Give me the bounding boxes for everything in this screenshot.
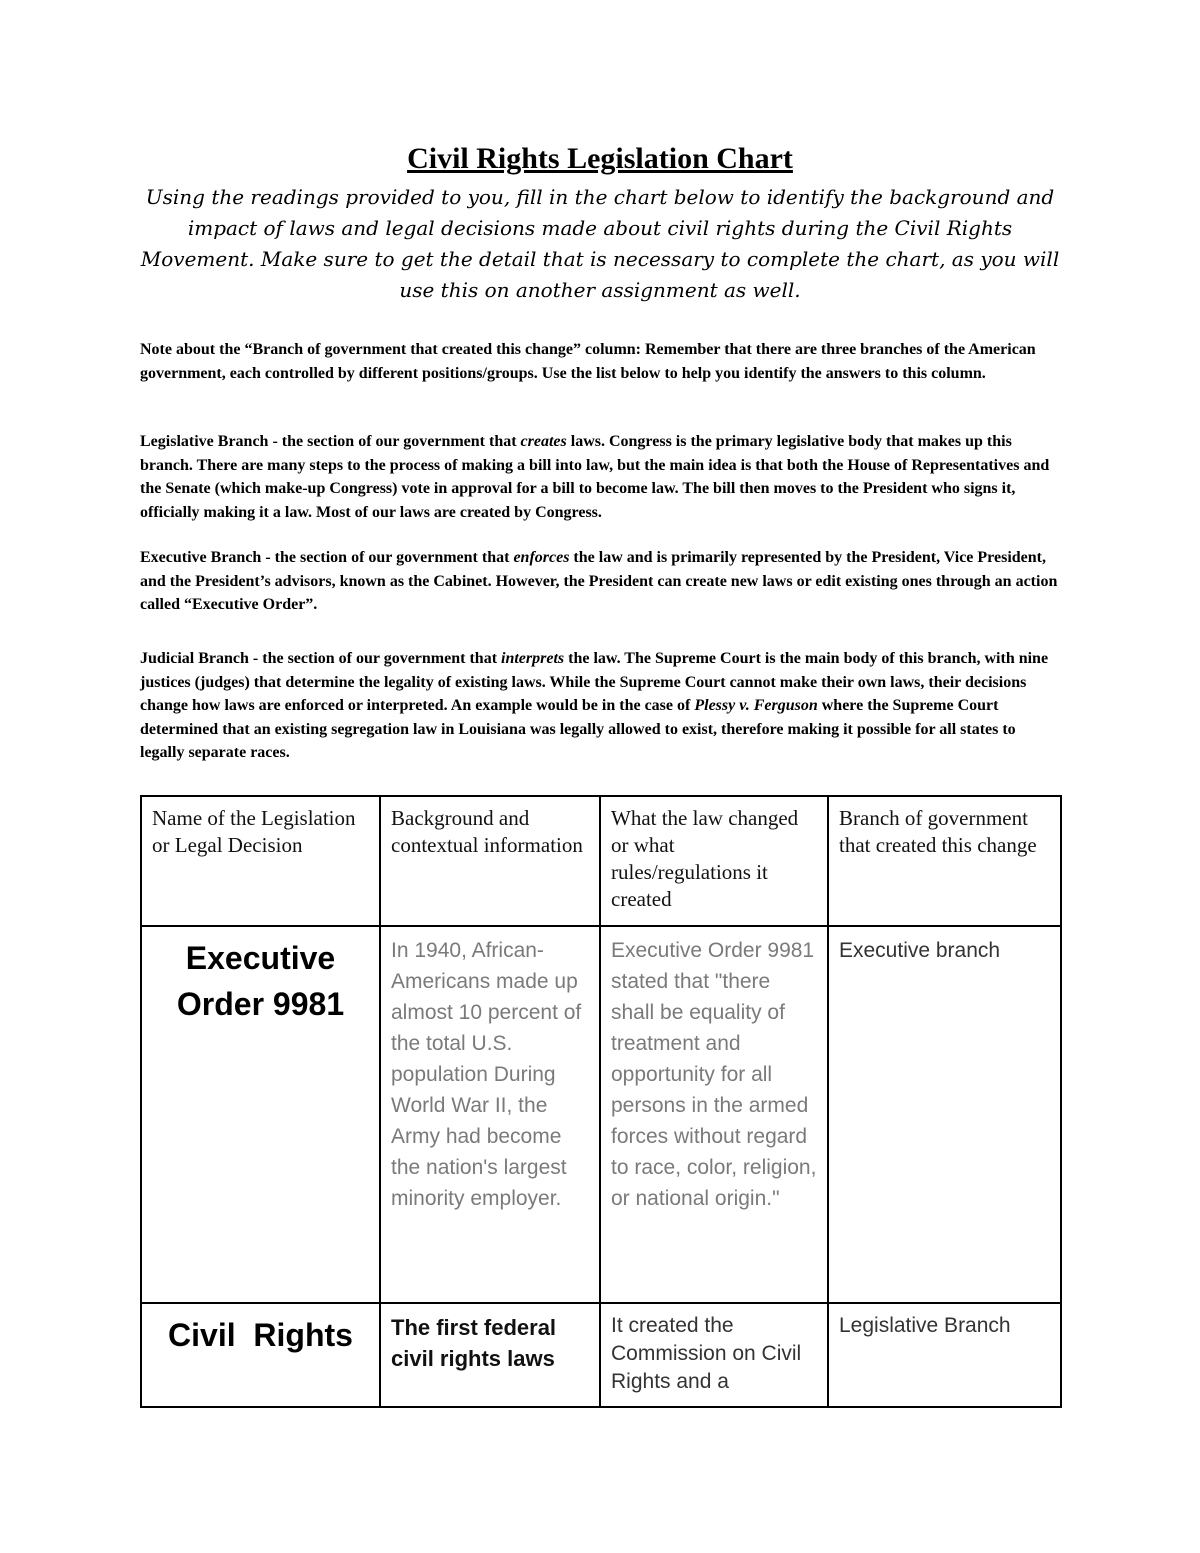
header-cell-background: Background and contextual information xyxy=(380,796,600,926)
legislative-branch-description xyxy=(140,430,1060,524)
executive-text: the law and is primarily represented by the President, Vice President, and the President’s advisors, known as the Cabinet. However, the President can create new laws or edit existing ones through an action called “Executive Order”. xyxy=(140,549,1058,613)
legislative-emphasis: creates xyxy=(520,433,567,450)
instructions-paragraph: Using the readings provided to you, fill in the chart below to identify the background and impact of laws and legal decisions made about civil rights during the Civil Rights Movement. Make sure to get the detail that is necessary to complete the chart, as you will use this on another assignment as well. xyxy=(140,185,1060,302)
legislative-lead: Legislative Branch - the section of our government that xyxy=(140,433,521,450)
table-row xyxy=(141,1303,1061,1407)
cell-change: It created the Commission on Civil Rights and a xyxy=(600,1303,828,1407)
cell-branch: Legislative Branch xyxy=(828,1303,1061,1407)
judicial-branch-description xyxy=(140,647,1060,765)
branch-column-note: Note about the “Branch of government that created this change” column: Remember that there are three branches of the American government, each controlled by different positions/groups. Use the list below to help you identify the answers to this column. xyxy=(140,341,1036,382)
judicial-text: the law. The Supreme Court is the main body of this branch, with nine justices (judges) that determine the legality of existing laws. While the Supreme Court cannot make their own laws, their decisions change how laws are enforced or interpreted. An example would be in the case of xyxy=(140,650,1049,714)
header-cell-change: What the law changed or what rules/regulations it created xyxy=(600,796,828,926)
judicial-lead: Judicial Branch - the section of our government that xyxy=(140,650,502,667)
legislative-text: laws. Congress is the primary legislative body that makes up this branch. There are many steps to the process of making a bill into law, but the main idea is that both the House of Representatives and the Senate (which make-up Congress) vote in approval for a bill to become law. The bill then moves to the President who signs it, officially making it a law. Most of our laws are created by Congress. xyxy=(140,433,1050,521)
legislation-chart-table xyxy=(140,795,1062,1408)
header-cell-name: Name of the Legislation or Legal Decision xyxy=(141,796,380,926)
table-header-row xyxy=(141,796,1061,926)
executive-lead: Executive Branch - the section of our government that xyxy=(140,549,514,566)
judicial-text-end: where the Supreme Court determined that an existing segregation law in Louisiana was legally allowed to exist, therefore making it possible for all states to legally separate races. xyxy=(140,697,1016,761)
page-title: Civil Rights Legislation Chart xyxy=(407,142,793,175)
header-cell-branch: Branch of government that created this change xyxy=(828,796,1061,926)
executive-emphasis: enforces xyxy=(513,549,570,566)
executive-branch-description xyxy=(140,546,1060,617)
cell-change: Executive Order 9981 stated that "there shall be equality of treatment and opportunity for all persons in the armed forces without regard to race, color, religion, or national origin." xyxy=(600,926,828,1303)
cell-background: The first federal civil rights laws xyxy=(380,1303,600,1407)
cell-legislation-name: Civil Rights xyxy=(141,1303,380,1407)
judicial-emphasis: interprets xyxy=(501,650,565,667)
table-row xyxy=(141,926,1061,1303)
cell-branch: Executive branch xyxy=(828,926,1061,1303)
judicial-case-name: Plessy v. Ferguson xyxy=(694,697,818,714)
cell-legislation-name: Executive Order 9981 xyxy=(141,926,380,1303)
cell-background: In 1940, African-Americans made up almost 10 percent of the total U.S. population During World War II, the Army had become the nation's largest minority employer. xyxy=(380,926,600,1303)
